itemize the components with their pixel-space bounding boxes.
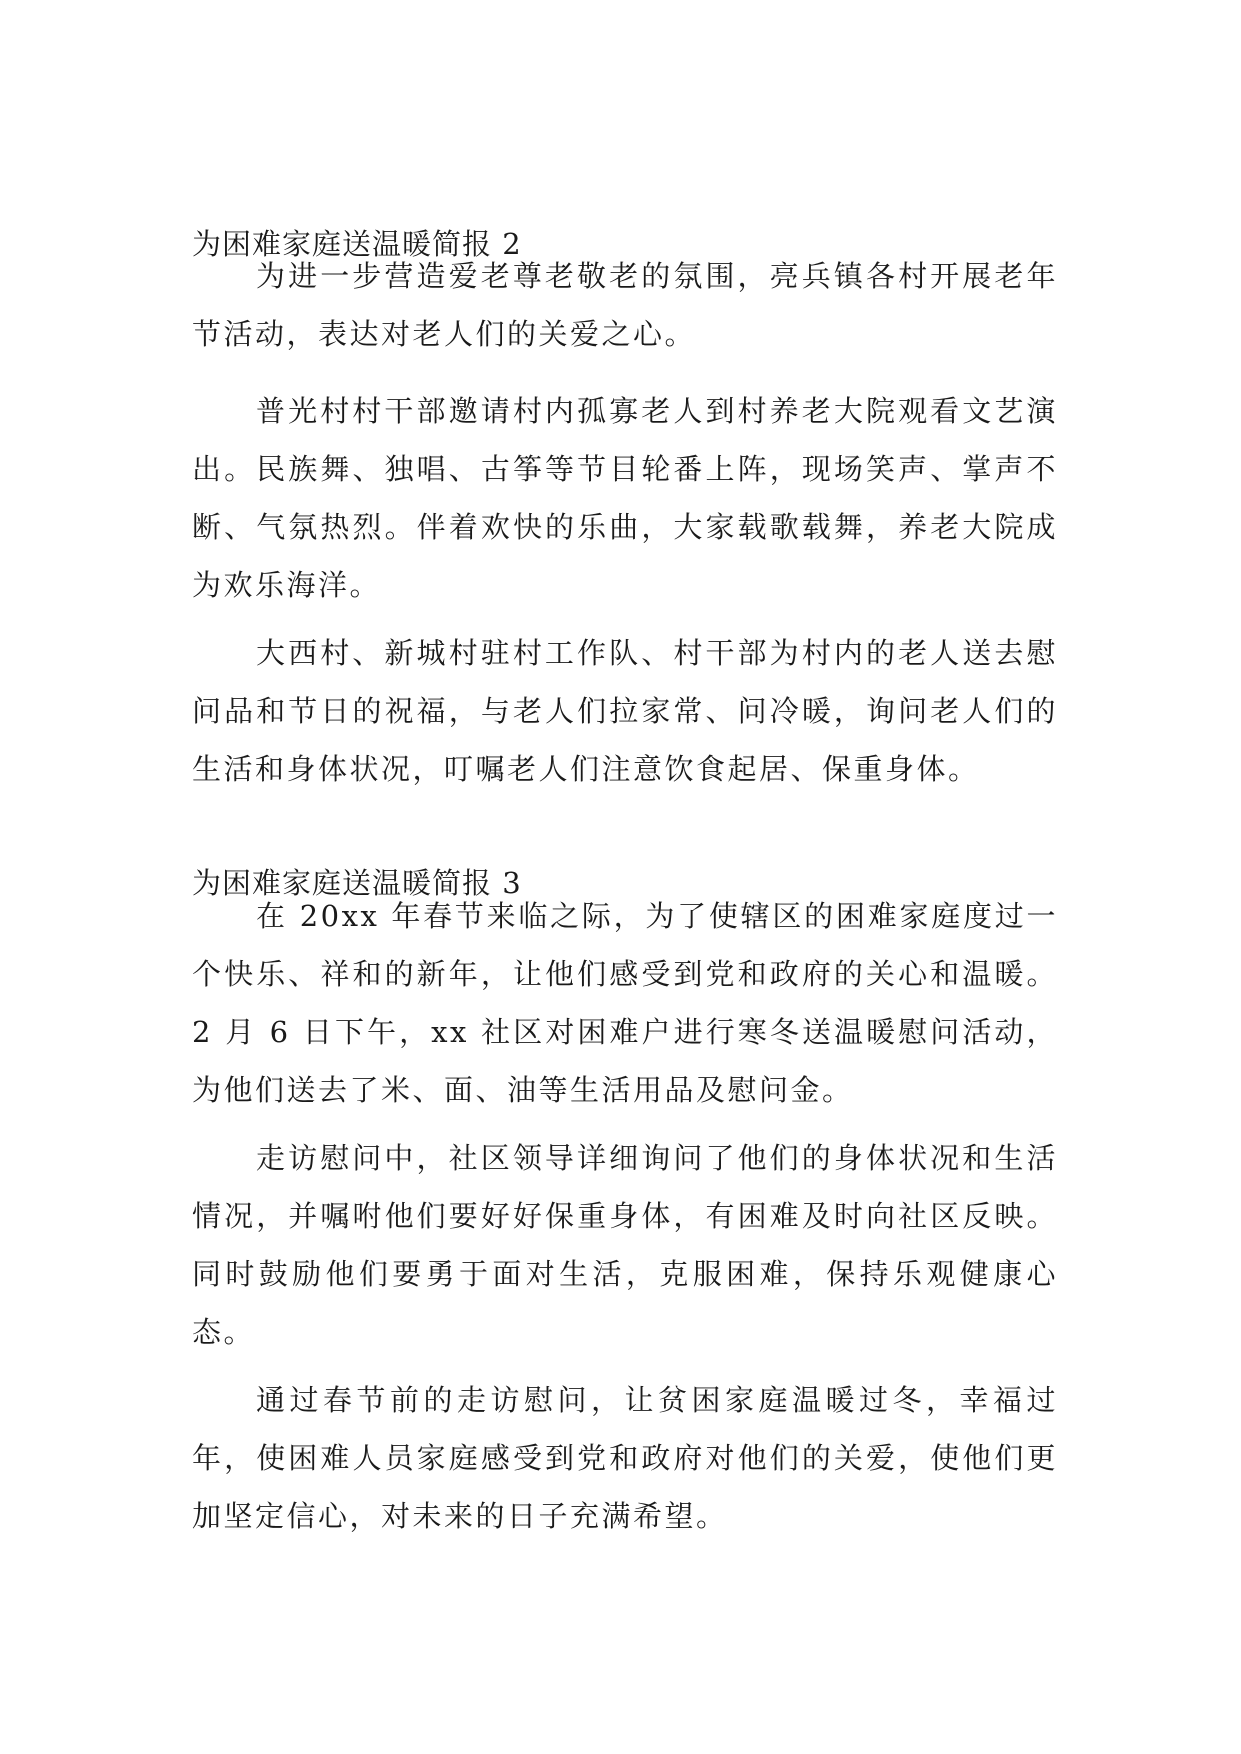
body-paragraph: 大西村、新城村驻村工作队、村干部为村内的老人送去慰问品和节日的祝福，与老人们拉家常、问冷暖，询问老人们的生活和身体状况，叮嘱老人们注意饮食起居、保重身体。 <box>192 636 1058 786</box>
body-paragraph: 为进一步营造爱老尊老敬老的氛围，亮兵镇各村开展老年节活动，表达对老人们的关爱之心。 <box>192 259 1058 351</box>
body-paragraph: 普光村村干部邀请村内孤寡老人到村养老大院观看文艺演出。民族舞、独唱、古筝等节目轮番上阵，现场笑声、掌声不断、气氛热烈。伴着欢快的乐曲，大家载歌载舞，养老大院成为欢乐海洋。 <box>192 394 1058 602</box>
section-title: 为困难家庭送温暖简报 3 <box>192 866 522 900</box>
body-paragraph: 走访慰问中，社区领导详细询问了他们的身体状况和生活情况，并嘱咐他们要好好保重身体，有困难及时向社区反映。同时鼓励他们要勇于面对生活，克服困难，保持乐观健康心态。 <box>192 1141 1058 1349</box>
body-paragraph: 在 20xx 年春节来临之际，为了使辖区的困难家庭度过一个快乐、祥和的新年，让他们感受到党和政府的关心和温暖。2 月 6 日下午，xx 社区对困难户进行寒冬送温暖慰问活动，为他们送去了米、面、油等生活用品及慰问金。 <box>192 899 1058 1107</box>
section-title: 为困难家庭送温暖简报 2 <box>192 227 522 261</box>
body-paragraph: 通过春节前的走访慰问，让贫困家庭温暖过冬，幸福过年，使困难人员家庭感受到党和政府对他们的关爱，使他们更加坚定信心，对未来的日子充满希望。 <box>192 1383 1058 1533</box>
